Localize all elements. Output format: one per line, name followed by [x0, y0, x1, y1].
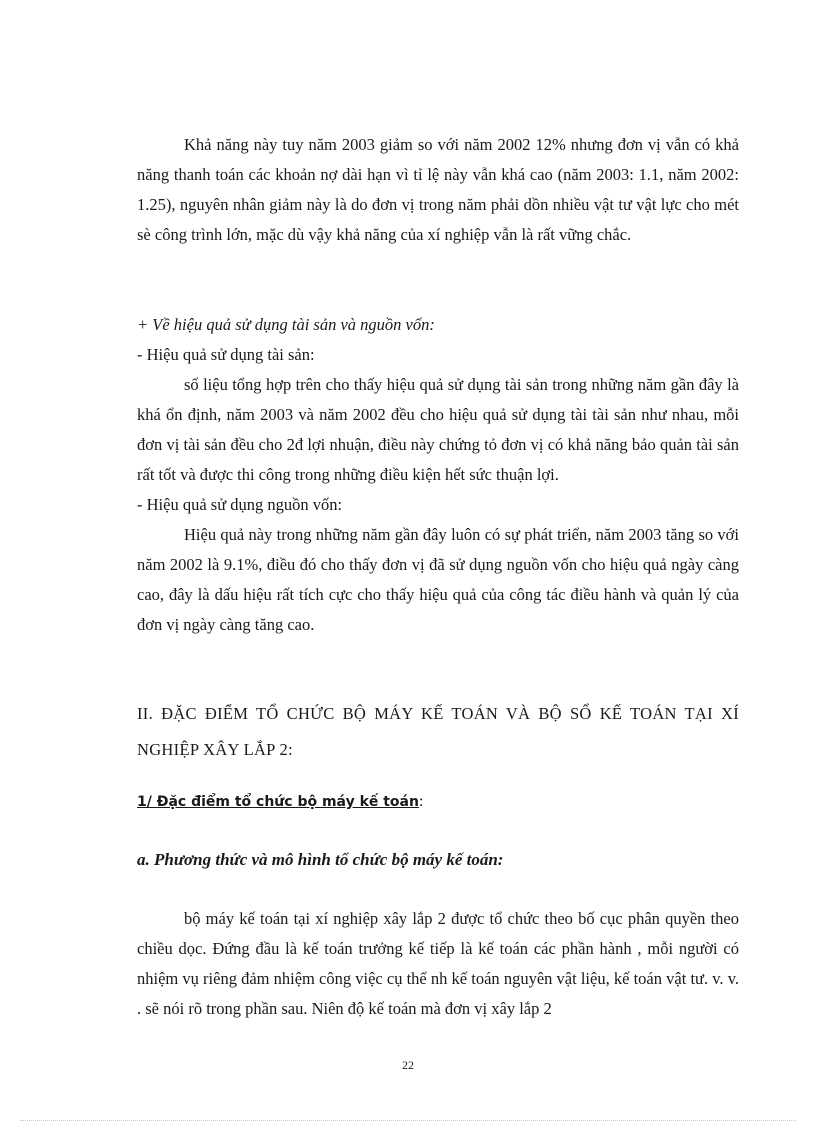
paragraph-solvency — [137, 130, 739, 250]
efficiency-section — [137, 310, 739, 640]
efficiency-heading: + Về hiệu quả sử dụng tài sản và nguồn vốn: — [137, 315, 435, 334]
section-ii — [137, 696, 739, 768]
subsection-1-title: 1/ Đặc điểm tổ chức bộ máy kế toán — [137, 794, 419, 810]
subsection-1 — [137, 790, 739, 814]
paragraph-capital-efficiency: Hiệu quả này trong những năm gần đây luôn có sự phát triển, năm 2003 tăng so với năm 2002 là 9.1%, điều đó cho thấy đơn vị đã sử dụng nguồn vốn cho hiệu quả ngày càng cao, đây là dấu hiệu rất tích cực cho thấy hiệu quả của công tác điều hành và quản lý của đơn vị ngày càng tăng cao. — [137, 525, 739, 634]
subsection-1-heading — [137, 790, 739, 814]
capital-efficiency-label: - Hiệu quả sử dụng nguồn vốn: — [137, 495, 343, 514]
paragraph-text: bộ máy kế toán tại xí nghiệp xây lắp 2 được tổ chức theo bố cục phân quyền theo chiều dọc. Đứng đầu là kế toán trưởng kế tiếp là kế toán các phần hành , mỗi người có nhiệm vụ riêng đảm nhiệm công việc cụ thể nh kế toán nguyên vật liệu, kế toán vật tư. v. v. . sẽ nói rõ trong phần sau. Niên độ kế toán mà đơn vị xây lắp 2 — [137, 909, 739, 1018]
subsection-a — [137, 848, 739, 872]
paragraph-asset-efficiency: số liệu tổng hợp trên cho thấy hiệu quả sử dụng tài sản trong những năm gần đây là khá ổn định, năm 2003 và năm 2002 đều cho hiệu quả sử dụng tài tài sản như nhau, mỗi đơn vị tài sản đều cho 2đ lợi nhuận, điều này chứng tỏ đơn vị có khả năng bảo quản tài sản rất tốt và được thi công trong những điều kiện hết sức thuận lợi. — [137, 375, 739, 484]
section-heading: II. ĐẶC ĐIỂM TỔ CHỨC BỘ MÁY KẾ TOÁN VÀ BỘ SỔ KẾ TOÁN TẠI XÍ NGHIỆP XÂY LẮP 2: — [137, 704, 739, 759]
subsection-a-heading: a. Phương thức và mô hình tổ chức bộ máy kế toán: — [137, 850, 504, 869]
subsection-1-colon: : — [418, 793, 424, 810]
paragraph-text: Khả năng này tuy năm 2003 giảm so với năm 2002 12% nhưng đơn vị vẫn có khả năng thanh toán các khoản nợ dài hạn vì tỉ lệ này vẫn khá cao (năm 2003: 1.1, năm 2002: 1.25), nguyên nhân giảm này là do đơn vị trong năm phải dồn nhiều vật tư vật lực cho mét sè công trình lớn, mặc dù vậy khả năng của xí nghiệp vẫn là rất vững chắc. — [137, 135, 739, 244]
footer-divider — [20, 1120, 796, 1121]
paragraph-org-structure — [137, 904, 739, 1024]
page-number: 22 — [402, 1058, 414, 1072]
asset-efficiency-label: - Hiệu quả sử dụng tài sản: — [137, 345, 315, 364]
